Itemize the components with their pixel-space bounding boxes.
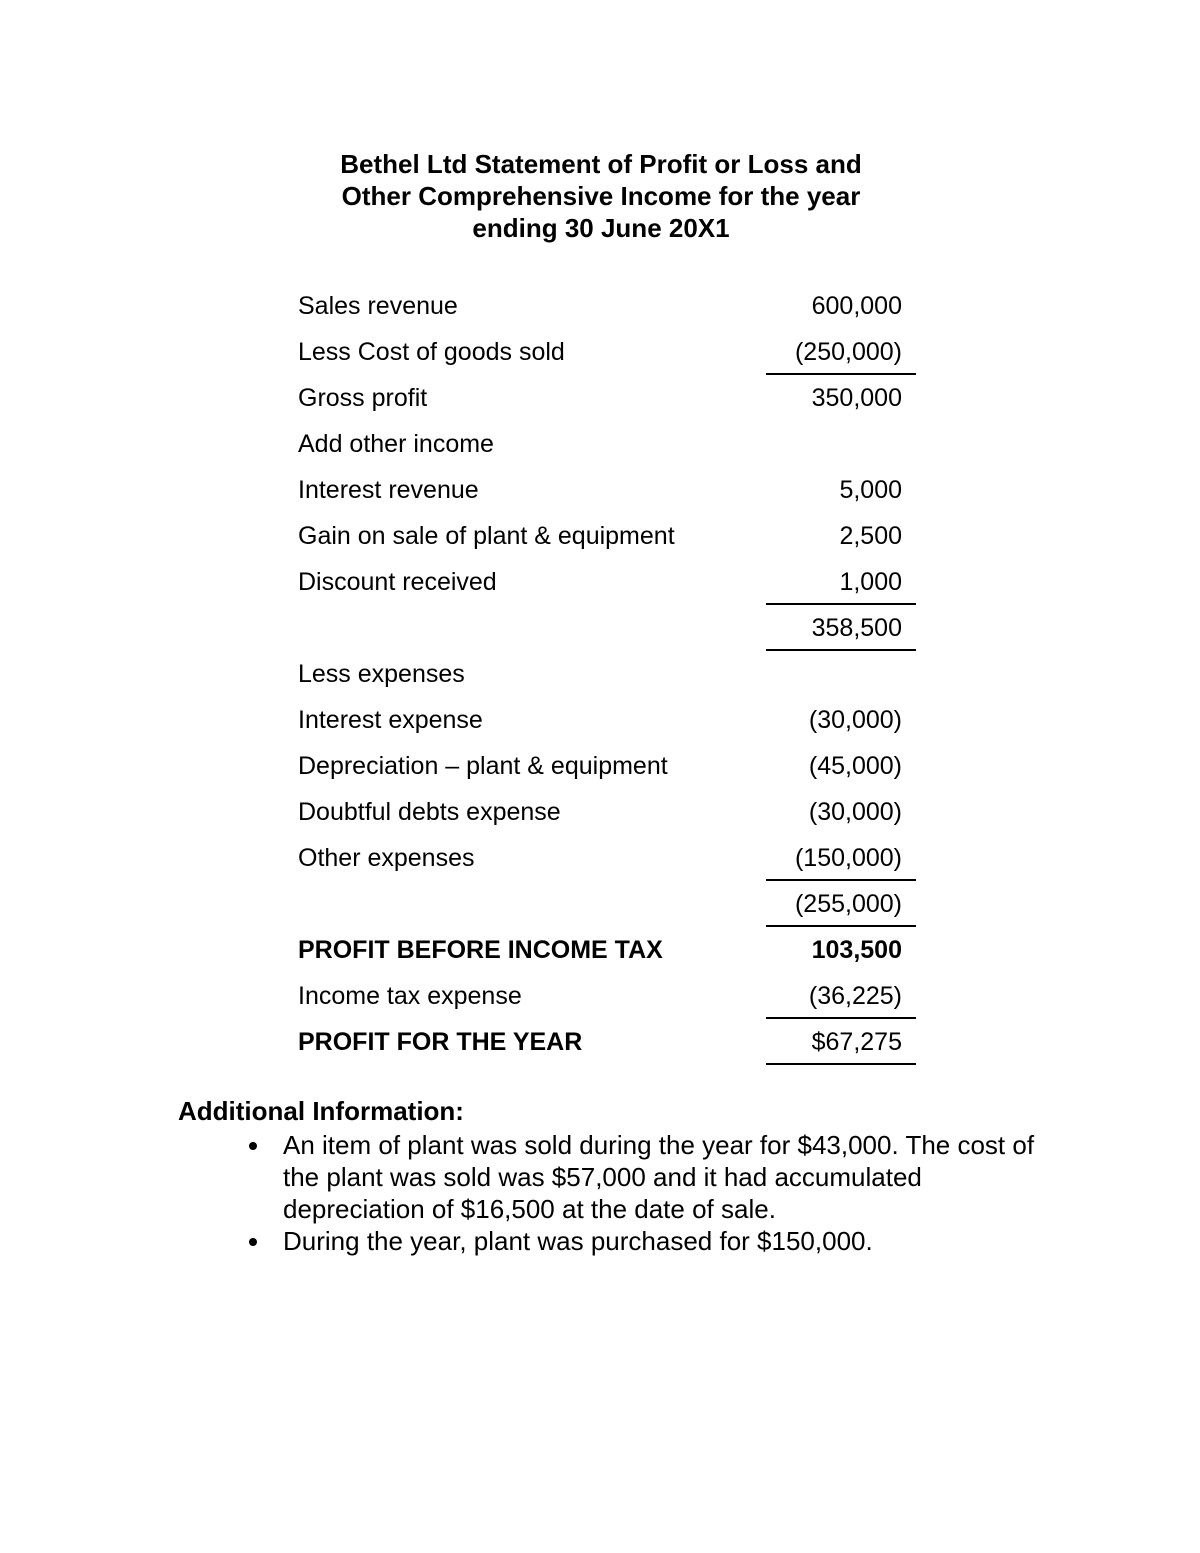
row-label: Gain on sale of plant & equipment — [298, 522, 675, 550]
row-gross-profit — [298, 375, 920, 421]
statement-title — [300, 148, 902, 244]
row-interest-revenue — [298, 467, 920, 513]
row-sales-revenue — [298, 283, 920, 329]
row-add-other-income — [298, 421, 920, 467]
row-amount: 2,500 — [839, 522, 902, 550]
row-subtotal-expenses — [298, 881, 920, 927]
list-item-text: During the year, plant was purchased for $150,000. — [283, 1226, 873, 1256]
row-amount: (255,000) — [766, 881, 916, 927]
additional-information — [178, 1095, 1038, 1257]
row-label: Depreciation – plant & equipment — [298, 752, 668, 780]
row-interest-expense — [298, 697, 920, 743]
row-amount: (36,225) — [766, 973, 916, 1019]
row-amount: 600,000 — [811, 292, 902, 320]
row-amount: $67,275 — [766, 1019, 916, 1065]
row-amount: 103,500 — [811, 936, 902, 964]
row-subtotal-income — [298, 605, 920, 651]
row-amount: 358,500 — [766, 605, 916, 651]
row-depreciation — [298, 743, 920, 789]
title-line-2: Other Comprehensive Income for the year — [341, 181, 861, 211]
list-item — [178, 1129, 1038, 1225]
row-label: Income tax expense — [298, 982, 522, 1010]
title-line-3: ending 30 June 20X1 — [472, 213, 730, 243]
row-label: Less expenses — [298, 660, 465, 688]
row-label: Less Cost of goods sold — [298, 338, 565, 366]
row-label: Doubtful debts expense — [298, 798, 561, 826]
row-profit-before-tax — [298, 927, 920, 973]
row-amount: 5,000 — [839, 476, 902, 504]
row-doubtful-debts — [298, 789, 920, 835]
row-profit-for-year — [298, 1019, 920, 1065]
list-item — [178, 1225, 1038, 1257]
list-item-text: An item of plant was sold during the year for $43,000. The cost of the plant was sold was $57,000 and it had accumulated depreciation of $16,500 at the date of sale. — [283, 1130, 1035, 1224]
row-amount: (30,000) — [808, 798, 902, 826]
row-label: Interest expense — [298, 706, 483, 734]
row-income-tax-expense — [298, 973, 920, 1019]
bullet-icon — [249, 1142, 257, 1150]
row-amount: (150,000) — [766, 835, 916, 881]
row-gain-on-sale — [298, 513, 920, 559]
row-less-expenses — [298, 651, 920, 697]
row-cost-of-goods-sold — [298, 329, 920, 375]
row-amount: (30,000) — [808, 706, 902, 734]
row-discount-received — [298, 559, 920, 605]
row-label: Gross profit — [298, 384, 428, 412]
row-label: Discount received — [298, 568, 497, 596]
row-label: Interest revenue — [298, 476, 479, 504]
row-amount: (45,000) — [808, 752, 902, 780]
row-amount: 350,000 — [811, 384, 902, 412]
additional-info-heading: Additional Information: — [178, 1096, 464, 1126]
row-amount: 1,000 — [766, 559, 916, 605]
income-statement-table — [298, 283, 920, 1065]
row-label: PROFIT FOR THE YEAR — [298, 1028, 583, 1056]
row-label: Other expenses — [298, 844, 475, 872]
row-label: Add other income — [298, 430, 494, 458]
row-label: PROFIT BEFORE INCOME TAX — [298, 936, 663, 964]
row-other-expenses — [298, 835, 920, 881]
row-amount: (250,000) — [766, 329, 916, 375]
additional-info-list — [178, 1129, 1038, 1257]
row-label: Sales revenue — [298, 292, 458, 320]
bullet-icon — [249, 1238, 257, 1246]
title-line-1: Bethel Ltd Statement of Profit or Loss and — [340, 149, 862, 179]
